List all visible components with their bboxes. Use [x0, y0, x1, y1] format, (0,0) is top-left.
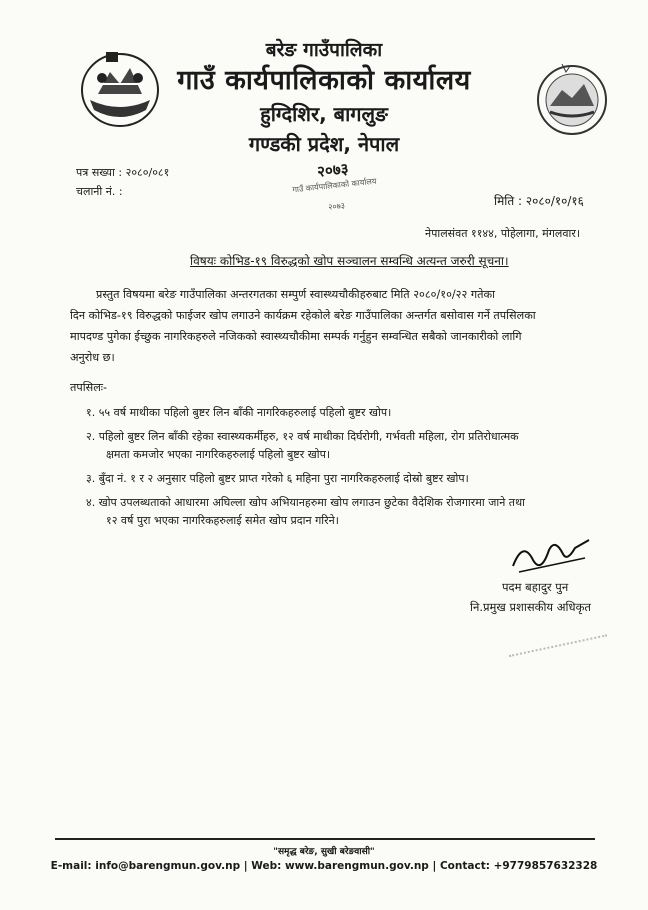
body-line-2: दिन कोभिड-१९ विरुद्धको फाईजर खोप लगाउने कार्यक्रम रहेकोले बरेङ गाउँपालिका अन्तर्गत बसोवास गर्ने तपसिलका [70, 309, 536, 322]
signature [505, 530, 595, 580]
letter-date: मिति : २०८०/१०/१६ [494, 194, 584, 208]
stamp-year: २०७३ [327, 201, 346, 212]
footer-motto: "समृद्ध बरेङ, सुखी बरेङवासी" [273, 847, 375, 857]
list-item [86, 404, 616, 422]
list-item-text: १२ वर्ष पुरा भएका नागरिकहरुलाई समेत खोप प्रदान गरिने। [106, 514, 339, 527]
details-label: तपसिलः- [70, 381, 108, 394]
municipality-name: बरेङ गाउँपालिका [265, 39, 383, 61]
signatory-title: नि.प्रमुख प्रशासकीय अधिकृत [470, 600, 591, 614]
office-address: हुग्दिशिर, बागलुङ [260, 102, 388, 126]
nepal-sambat-date: नेपालसंवत ११४४, पोहेलागा, मंगलवार। [425, 227, 580, 240]
stamp-text: गाउँ कार्यपालिकाको कार्यालय [291, 176, 377, 195]
body-line-1: प्रस्तुत विषयमा बरेङ गाउँपालिका अन्तरगतका सम्पुर्ण स्वास्थ्यचौकीहरुबाट मिति २०८०/१०/२२ गतेका [96, 288, 496, 301]
office-title: गाउँ कार्यपालिकाको कार्यालय [177, 65, 471, 96]
footer-contact: E-mail: info@barengmun.gov.np | Web: www.barengmun.gov.np | Contact: +9779857632328 [50, 860, 598, 872]
office-stamp [287, 155, 383, 226]
list-item-text: १. ५५ वर्ष माथीका पहिलो बुष्टर लिन बाँकी नागरिकहरुलाई पहिलो बुष्टर खोप। [86, 406, 392, 419]
list-item [86, 494, 616, 530]
details-list [86, 404, 616, 530]
subject-line: विषयः कोभिड-१९ विरुद्धको खोप सञ्चालन सम्वन्धि अत्यन्त जरुरी सूचना। [190, 254, 509, 268]
stamp-number: २०७३ [316, 159, 350, 181]
list-item [86, 428, 616, 464]
body-line-4: अनुरोध छ। [70, 351, 115, 364]
dispatch-number: चलानी नं. : [76, 185, 123, 198]
letter-number: पत्र सख्या : २०८०/०८१ [76, 166, 170, 179]
list-item-text: ३. बुँदा नं. १ र २ अनुसार पहिलो बुष्टर प्राप्त गरेको ६ महिना पुरा नागरिकहरुलाई दोस्रो बुष्टर खोप। [86, 472, 469, 485]
province-name: गण्डकी प्रदेश, नेपाल [248, 132, 400, 156]
list-item-text: क्षमता कमजोर भएका नागरिकहरुलाई पहिलो बुष्टर खोप। [106, 448, 330, 461]
footer-divider [55, 838, 595, 840]
list-item-text: २. पहिलो बुष्टर लिन बाँकी रहेका स्वास्थ्यकर्मीहरु, १२ वर्ष माथीका दिर्घरोगी, गर्भवती महिला, रोग प्रतिरोधात्मक [86, 430, 519, 443]
list-item-text: ४. खोप उपलब्धताको आधारमा अघिल्ला खोप अभियानहरुमा खोप लगाउन छुटेका वैदेशिक रोजगारमा जाने तथा [86, 496, 525, 509]
list-item [86, 470, 616, 488]
body-line-3: मापदण्ड पुगेका ईच्छुक नागरिकहरुले नजिकको स्वास्थ्यचौकीमा सम्पर्क गर्नुहुन सम्वन्धित सबैको जानकारीको लागि [70, 330, 522, 343]
signatory-name: पदम बहादुर पुन [502, 580, 569, 594]
